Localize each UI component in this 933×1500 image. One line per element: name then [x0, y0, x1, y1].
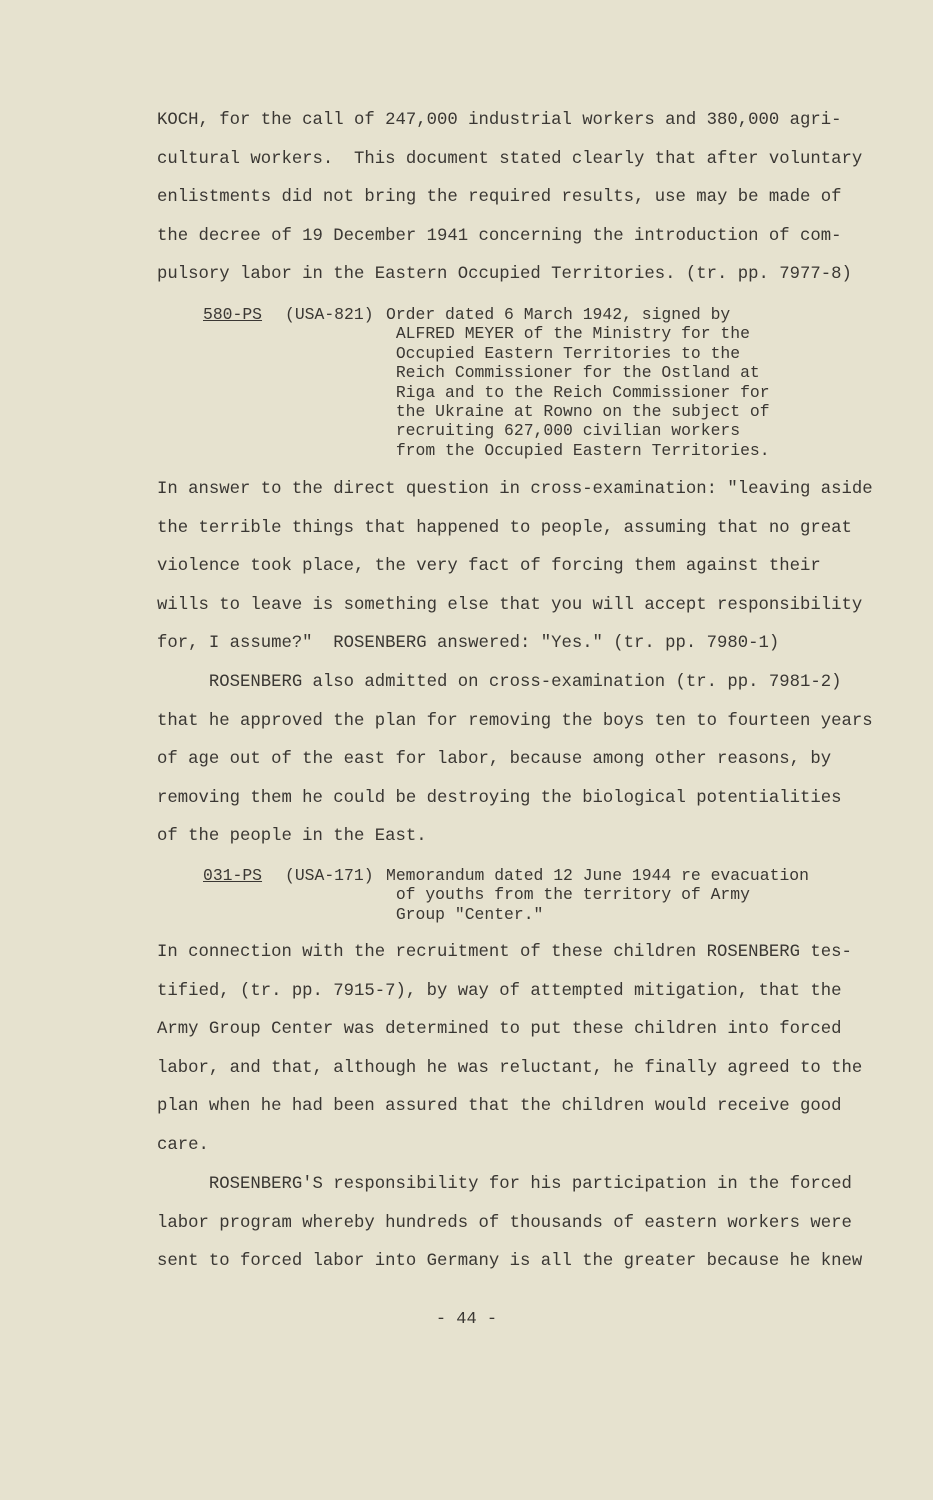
text-line: Memorandum dated 12 June 1944 re evacuation	[386, 866, 809, 885]
text-line: labor, and that, although he was reluctant, he finally agreed to the	[157, 1058, 863, 1078]
page-number: - 44 -	[435, 1310, 498, 1329]
text-line: ROSENBERG also admitted on cross-examination (tr. pp. 7981-2)	[157, 673, 842, 692]
text-line: of age out of the east for labor, because among other reasons, by	[157, 750, 832, 770]
text-line: Group "Center."	[386, 904, 544, 924]
text-line: recruiting 627,000 civilian workers	[386, 421, 741, 441]
text-line: labor program whereby hundreds of thousands of eastern workers were	[157, 1213, 852, 1233]
text-line: of youths from the territory of Army	[386, 885, 750, 905]
text-line: removing them he could be destroying the biological potentialities	[157, 788, 842, 808]
text-line: care.	[157, 1135, 209, 1155]
paragraph	[157, 1166, 862, 1282]
exhibit-description	[386, 866, 809, 924]
text-line: that he approved the plan for removing the boys ten to fourteen years	[157, 711, 873, 731]
text-line: tified, (tr. pp. 7915-7), by way of attempted mitigation, that the	[157, 981, 842, 1001]
text-line: for, I assume?" ROSENBERG answered: "Yes." (tr. pp. 7980-1)	[157, 634, 780, 654]
text-line: cultural workers. This document stated clearly that after voluntary	[157, 149, 863, 169]
document-number: 031-PS	[203, 866, 263, 885]
text-line: plan when he had been assured that the children would receive good	[157, 1097, 842, 1117]
text-line: wills to leave is something else that you will accept responsibility	[157, 595, 863, 615]
text-line: violence took place, the very fact of forcing them against their	[157, 557, 821, 577]
text-line: of the people in the East.	[157, 827, 427, 847]
exhibit-number: (USA-821)	[285, 305, 374, 324]
text-line: the decree of 19 December 1941 concerning the introduction of com-	[157, 226, 842, 246]
text-line: Riga and to the Reich Commissioner for	[386, 382, 770, 402]
paragraph	[157, 471, 873, 664]
text-line: the terrible things that happened to people, assuming that no great	[157, 518, 852, 538]
text-line: Order dated 6 March 1942, signed by	[386, 305, 731, 324]
text-line: enlistments did not bring the required results, use may be made of	[157, 188, 842, 208]
text-line: sent to forced labor into Germany is all the greater because he knew	[157, 1252, 863, 1272]
text-line: Reich Commissioner for the Ostland at	[386, 363, 760, 383]
text-line: Army Group Center was determined to put these children into forced	[157, 1020, 842, 1040]
text-line: the Ukraine at Rowno on the subject of	[386, 402, 770, 422]
text-line: ALFRED MEYER of the Ministry for the	[386, 324, 750, 344]
text-line: KOCH, for the call of 247,000 industrial workers and 380,000 agri-	[157, 111, 842, 130]
paragraph	[157, 934, 862, 1166]
text-line: Occupied Eastern Territories to the	[386, 343, 741, 363]
text-line: from the Occupied Eastern Territories.	[386, 440, 770, 460]
text-line: In answer to the direct question in cross-examination: "leaving aside	[157, 480, 873, 499]
text-line: pulsory labor in the Eastern Occupied Territories. (tr. pp. 7977-8)	[157, 265, 852, 285]
paragraph	[157, 664, 873, 857]
exhibit-number: (USA-171)	[285, 866, 374, 885]
paragraph	[157, 102, 862, 295]
exhibit-description	[386, 305, 770, 460]
text-line: ROSENBERG'S responsibility for his participation in the forced	[157, 1175, 852, 1194]
text-line: In connection with the recruitment of these children ROSENBERG tes-	[157, 943, 852, 962]
document-number: 580-PS	[203, 305, 263, 324]
